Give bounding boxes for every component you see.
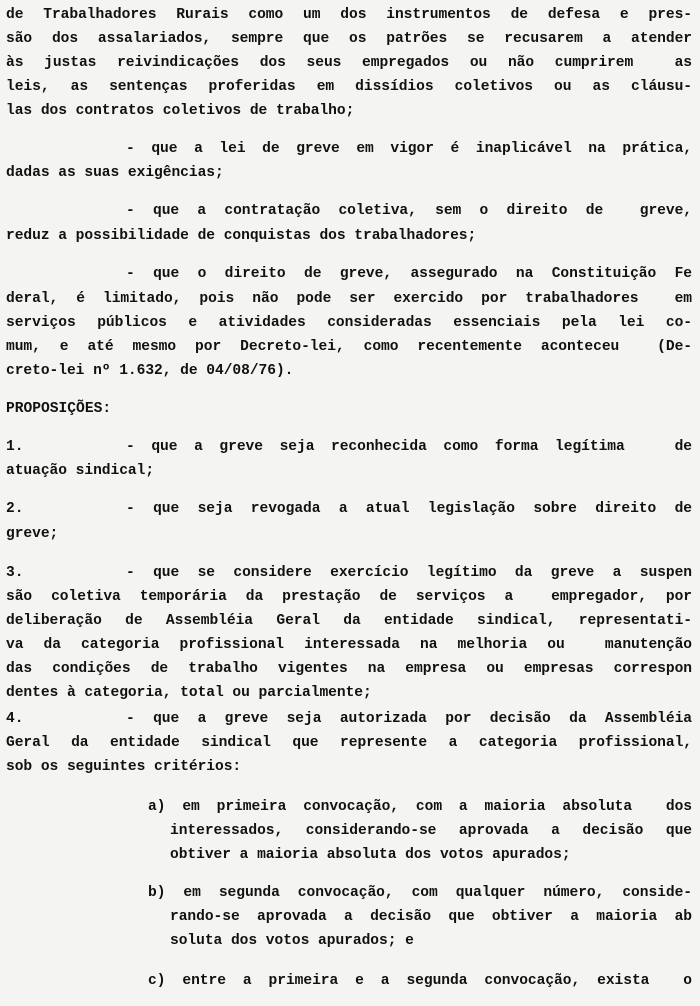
consideration-line: mum, e até mesmo por Decreto-lei, como recentemente aconteceu (De- bbox=[6, 339, 692, 355]
proposition-line: sob os seguintes critérios: bbox=[6, 759, 242, 775]
proposition-first-line: - que a greve seja reconhecida como forma legítima de bbox=[126, 439, 692, 455]
consideration-line: serviços públicos e atividades consideradas essenciais pela lei co- bbox=[6, 315, 692, 331]
criterion-line: interessados, considerando-se aprovada a decisão que bbox=[170, 823, 692, 839]
consideration-line: deral, é limitado, pois não pode ser exercido por trabalhadores em bbox=[6, 291, 692, 307]
intro-line: de Trabalhadores Rurais como um dos instrumentos de defesa e pres- bbox=[6, 7, 692, 23]
criterion-line: rando-se aprovada a decisão que obtiver a maioria ab bbox=[170, 909, 692, 925]
proposition-line: greve; bbox=[6, 526, 59, 542]
consideration-first-line: - que a lei de greve em vigor é inaplicável na prática, bbox=[126, 141, 692, 157]
intro-line: às justas reivindicações dos seus empregados ou não cumprirem as bbox=[6, 55, 692, 71]
proposition-first-line: - que se considere exercício legítimo da greve a suspen bbox=[126, 565, 692, 581]
criterion-line: soluta dos votos apurados; e bbox=[170, 933, 414, 949]
proposition-line: são coletiva temporária da prestação de serviços a empregador, por bbox=[6, 589, 692, 605]
consideration-first-line: - que a contratação coletiva, sem o direito de greve, bbox=[126, 203, 692, 219]
proposition-number: 1. bbox=[6, 439, 24, 455]
proposition-first-line: - que seja revogada a atual legislação sobre direito de bbox=[126, 501, 692, 517]
consideration-line: creto-lei nº 1.632, de 04/08/76). bbox=[6, 363, 294, 379]
consideration-line: reduz a possibilidade de conquistas dos trabalhadores; bbox=[6, 228, 477, 244]
proposition-number: 2. bbox=[6, 501, 24, 517]
propositions-heading: PROPOSIÇÕES: bbox=[6, 401, 112, 417]
criterion-line: obtiver a maioria absoluta dos votos apurados; bbox=[170, 847, 571, 863]
proposition-line: Geral da entidade sindical que represente a categoria profissional, bbox=[6, 735, 692, 751]
proposition-line: atuação sindical; bbox=[6, 463, 155, 479]
proposition-number: 3. bbox=[6, 565, 24, 581]
proposition-first-line: - que a greve seja autorizada por decisão da Assembléia bbox=[126, 711, 692, 727]
intro-line: las dos contratos coletivos de trabalho; bbox=[6, 103, 355, 119]
proposition-line: dentes à categoria, total ou parcialmente; bbox=[6, 685, 372, 701]
consideration-first-line: - que o direito de greve, assegurado na Constituição Fe bbox=[126, 266, 692, 282]
criterion-line: a) em primeira convocação, com a maioria absoluta dos bbox=[148, 799, 692, 815]
proposition-line: va da categoria profissional interessada na melhoria ou manutenção bbox=[6, 637, 692, 653]
consideration-line: dadas as suas exigências; bbox=[6, 165, 224, 181]
intro-line: são dos assalariados, sempre que os patrões se recusarem a atender bbox=[6, 31, 692, 47]
proposition-line: deliberação de Assembléia Geral da entidade sindical, representati- bbox=[6, 613, 692, 629]
criterion-line: c) entre a primeira e a segunda convocação, exista o bbox=[148, 973, 692, 989]
proposition-number: 4. bbox=[6, 711, 24, 727]
proposition-line: das condições de trabalho vigentes na empresa ou empresas correspon bbox=[6, 661, 692, 677]
criterion-line: b) em segunda convocação, com qualquer número, conside- bbox=[148, 885, 692, 901]
intro-line: leis, as sentenças proferidas em dissídios coletivos ou as cláusu- bbox=[6, 79, 692, 95]
